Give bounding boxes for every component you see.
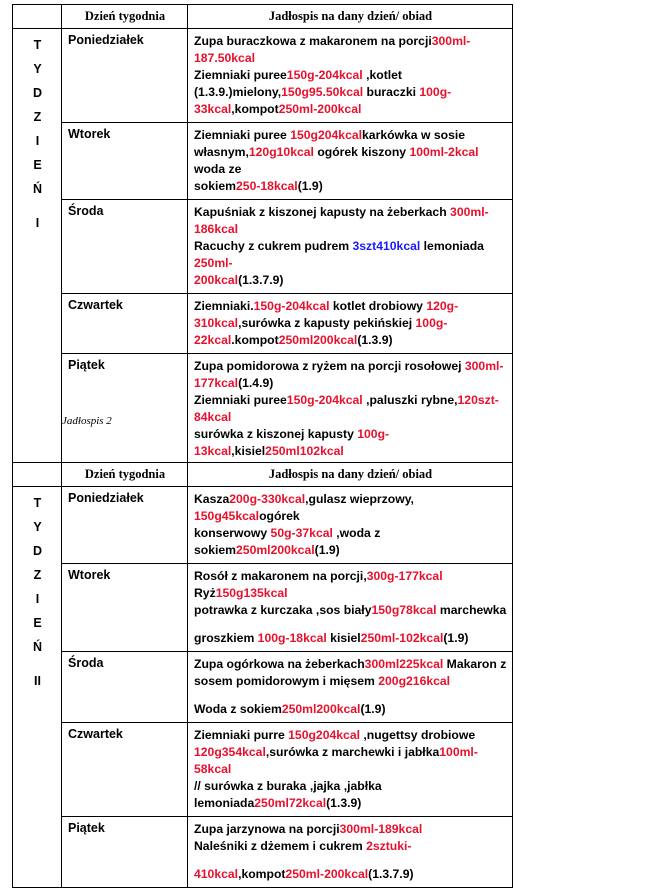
menu-text: Zupa jarzynowa na porcji300ml-189kcal Naleśniki z dżemem i cukrem 2sztuki- 410kcal,kompot250ml-200kcal(1.3.7.9) xyxy=(188,817,513,888)
table-row xyxy=(13,29,513,123)
week-number: I xyxy=(35,216,40,230)
day-name: Wtorek xyxy=(62,123,188,200)
header-menu-column: Jadłospis na dany dzień/ obiad xyxy=(188,463,513,487)
week-letter: D xyxy=(32,86,43,100)
day-name: Czwartek xyxy=(62,723,188,817)
menu-table-week-2 xyxy=(12,462,513,888)
day-name: Wtorek xyxy=(62,564,188,652)
week-number: II xyxy=(34,674,41,688)
day-name: Środa xyxy=(62,200,188,294)
week-letter: Ń xyxy=(32,182,43,196)
table-row xyxy=(13,487,513,564)
menu-text: Zupa buraczkowa z makaronem na porcji300ml-187.50kcal Ziemniaki puree150g-204kcal ,kotlet (1.3.9.)mielony,150g95.50kcal buraczki 100g- 33kcal,kompot250ml-200kcal xyxy=(188,29,513,123)
week-letter: Z xyxy=(33,110,42,124)
table-row xyxy=(13,123,513,200)
menu-text: Zupa pomidorowa z ryżem na porcji rosołowej 300ml- 177kcal(1.4.9) Ziemniaki puree150g-204kcal ,paluszki rybne,120szt-84kcal surówka z kiszonej kapusty 100g-13kcal,kisiel250ml102kcal xyxy=(188,354,513,465)
week-letter: Z xyxy=(33,568,42,582)
menu-text: Ziemniaki purre 150g204kcal ,nugettsy drobiowe 120g354kcal,surówka z marchewki i jabłka100ml-58kcal // surówka z buraka ,jajka ,jabłka lemoniada250ml72kcal(1.3.9) xyxy=(188,723,513,817)
table-row xyxy=(13,723,513,817)
day-name: Poniedziałek xyxy=(62,29,188,123)
day-name: Piątek xyxy=(62,354,188,465)
table-row xyxy=(13,817,513,888)
table-row xyxy=(13,354,513,465)
table-header-row xyxy=(13,5,513,29)
week-letter: D xyxy=(32,544,43,558)
header-menu-column: Jadłospis na dany dzień/ obiad xyxy=(188,5,513,29)
day-name: Piątek xyxy=(62,817,188,888)
week-letter: I xyxy=(35,592,40,606)
header-day-column: Dzień tygodnia xyxy=(62,463,188,487)
header-blank-cell xyxy=(13,5,62,29)
menu-table-week-1 xyxy=(12,4,513,465)
header-day-column: Dzień tygodnia xyxy=(62,5,188,29)
table-header-row xyxy=(13,463,513,487)
week-letter: E xyxy=(33,158,42,172)
menu-text: Ziemniaki.150g-204kcal kotlet drobiowy 120g- 310kcal,surówka z kapusty pekińskiej 100g- 22kcal.kompot250ml200kcal(1.3.9) xyxy=(188,294,513,354)
menu-text: Rosół z makaronem na porcji,300g-177kcal Ryż150g135kcal potrawka z kurczaka ,sos biały150g78kcal marchewka groszkiem 100g-18kcal kisiel250ml-102kcal(1.9) xyxy=(188,564,513,652)
week-letter: T xyxy=(33,38,42,52)
menu-text: Kapuśniak z kiszonej kapusty na żeberkach 300ml-186kcal Racuchy z cukrem pudrem 3szt410kcal lemoniada 250ml- 200kcal(1.3.7.9) xyxy=(188,200,513,294)
day-name: Środa xyxy=(62,652,188,723)
week-letter: Ń xyxy=(32,640,43,654)
menu-text: Kasza200g-330kcal,gulasz wieprzowy, 150g45kcalogórek konserwowy 50g-37kcal ,woda z sokiem250ml200kcal(1.9) xyxy=(188,487,513,564)
table-row xyxy=(13,294,513,354)
table-row xyxy=(13,652,513,723)
day-name: Poniedziałek xyxy=(62,487,188,564)
menu-text: Zupa ogórkowa na żeberkach300ml225kcal Makaron z sosem pomidorowym i mięsem 200g216kcal Woda z sokiem250ml200kcal(1.9) xyxy=(188,652,513,723)
week-letter: T xyxy=(33,496,42,510)
table-row xyxy=(13,564,513,652)
table-row xyxy=(13,200,513,294)
header-blank-cell xyxy=(13,463,62,487)
week-letter: I xyxy=(35,134,40,148)
week-letter: Y xyxy=(33,62,42,76)
week-letter: Y xyxy=(33,520,42,534)
week-label-cell xyxy=(13,487,62,888)
day-name: Czwartek xyxy=(62,294,188,354)
week-label-cell xyxy=(13,29,62,465)
document-caption: Jadłospis 2 xyxy=(62,415,112,427)
menu-text: Ziemniaki puree 150g204kcalkarkówka w sosie własnym,120g10kcal ogórek kiszony 100ml-2kcal woda ze sokiem250-18kcal(1.9) xyxy=(188,123,513,200)
week-letter: E xyxy=(33,616,42,630)
